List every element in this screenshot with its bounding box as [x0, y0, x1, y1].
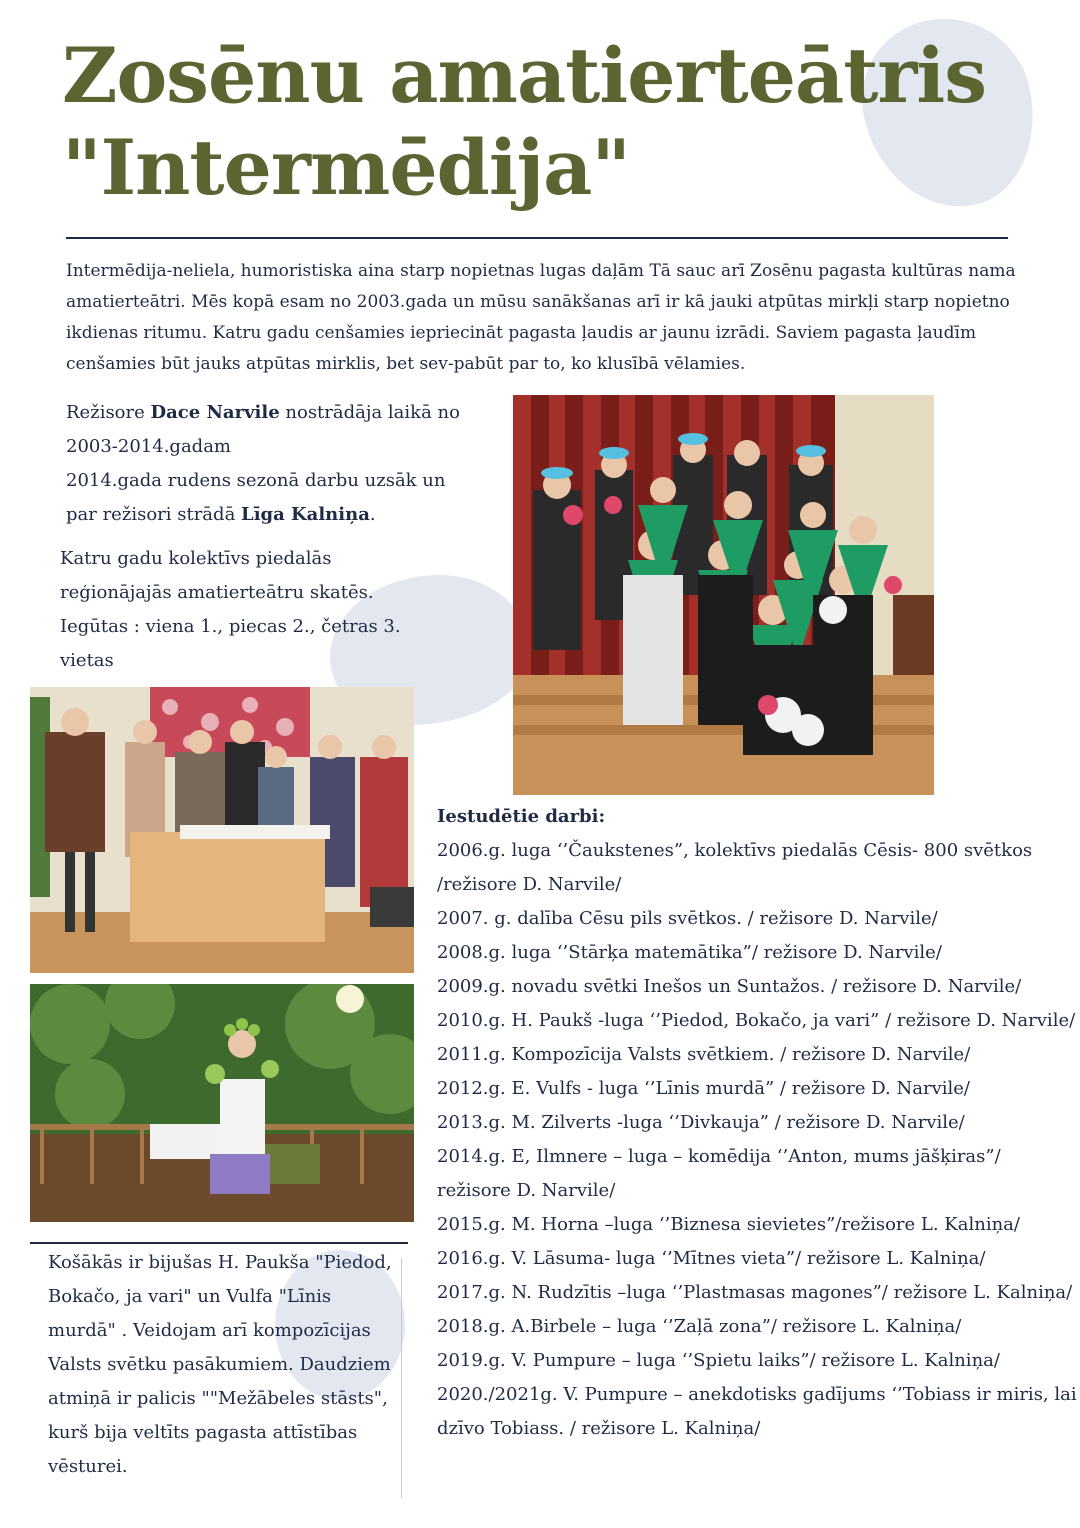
- highlights-paragraph: Košākās ir bijušas H. Paukša "Piedod, Bokačo, ja vari" un Vulfa "Līnis murdā" . Veidojam arī kompozīcijas Valsts svētku pasākumiem. Daudziem atmiņā ir palicis ""Mežābeles stāsts", kurš bija veltīts pagasta attīstības vēsturei.: [48, 1252, 392, 1477]
- page-title: [62, 30, 1022, 214]
- production-item: 2017.g. N. Rudzītis –luga ‘’Plastmasas magones”/ režisore L. Kalniņa/: [437, 1282, 1073, 1303]
- production-item: 2008.g. luga ‘’Stārķa matemātika”/ režisore D. Narvile/: [437, 942, 942, 963]
- production-item: 2014.g. E, Ilmnere – luga – komēdija ‘’Anton, mums jāšķiras”/ režisore D. Narvile/: [437, 1146, 1001, 1201]
- production-item: 2013.g. M. Zilverts -luga ‘’Divkauja” / režisore D. Narvile/: [437, 1112, 965, 1133]
- production-item: 2011.g. Kompozīcija Valsts svētkiem. / režisore D. Narvile/: [437, 1044, 971, 1065]
- bottom-divider: [30, 1242, 408, 1244]
- title-divider: [66, 237, 1008, 239]
- production-item: 2006.g. luga ‘’Čaukstenes”, kolektīvs piedalās Cēsis- 800 svētkos /režisore D. Narvile/: [437, 840, 1033, 895]
- production-item: 2016.g. V. Lāsuma- luga ‘’Mītnes vieta”/ režisore L. Kalniņa/: [437, 1248, 986, 1269]
- production-item: 2018.g. A.Birbele – luga ‘’Zaļā zona”/ režisore L. Kalniņa/: [437, 1316, 962, 1337]
- director-line-2: 2014.gada rudens sezonā darbu uzsāk un par režisori strādā: [66, 470, 446, 525]
- director-name-1: Dace Narvile: [150, 402, 280, 423]
- director-name-2: Līga Kalniņa: [241, 504, 370, 525]
- director-line-1: nostrādāja laikā no 2003-2014.gadam: [66, 402, 460, 457]
- intro-paragraph: Intermēdija-neliela, humoristiska aina starp nopietnas lugas daļām Tā sauc arī Zosēnu pagasta kultūras nama amatierteātri. Mēs kopā esam no 2003.gada un mūsu sanākšanas arī ir kā jauki atpūtas mirkļi starp nopietno ikdienas ritumu. Katru gadu cenšamies iepriecināt pagasta ļaudis ar jaunu izrādi. Saviem pagasta ļaudīm cenšamies būt jauks atpūtas mirklis, bet sev-pabūt par to, ko klusībā vēlamies.: [66, 261, 1016, 374]
- production-item: 2009.g. novadu svētki Inešos un Suntažos. / režisore D. Narvile/: [437, 976, 1022, 997]
- productions-section: [437, 800, 1077, 1446]
- production-item: 2020./2021g. V. Pumpure – anekdotisks gadījums ‘’Tobiass ir miris, lai dzīvo Tobiass. / režisore L. Kalniņa/: [437, 1384, 1077, 1439]
- garden-performance-photo: [30, 984, 414, 1222]
- production-item: 2019.g. V. Pumpure – luga ‘’Spietu laiks”/ režisore L. Kalniņa/: [437, 1350, 1000, 1371]
- director-end: .: [369, 504, 376, 525]
- title-line-2: "Intermēdija": [62, 123, 631, 212]
- production-item: 2012.g. E. Vulfs - luga ‘’Līnis murdā” / režisore D. Narvile/: [437, 1078, 970, 1099]
- festivals-paragraph: Katru gadu kolektīvs piedalās reģionājajās amatierteātru skatēs. Iegūtas : viena 1., piecas 2., četras 3. vietas: [60, 548, 401, 671]
- production-item: 2015.g. M. Horna –luga ‘’Biznesa sievietes”/režisore L. Kalniņa/: [437, 1214, 1020, 1235]
- productions-heading: Iestudētie darbi:: [437, 806, 606, 827]
- bottom-vertical-divider: [401, 1258, 402, 1498]
- stage-group-photo: [513, 395, 934, 795]
- title-line-1: Zosēnu amatierteātris: [62, 31, 987, 120]
- indoor-group-photo: [30, 687, 414, 973]
- production-item: 2007. g. dalība Cēsu pils svētkos. / režisore D. Narvile/: [437, 908, 938, 929]
- production-item: 2010.g. H. Paukš -luga ‘’Piedod, Bokačo, ja vari” / režisore D. Narvile/: [437, 1010, 1076, 1031]
- productions-list: [437, 834, 1077, 1446]
- director-paragraph: [66, 396, 466, 532]
- director-prefix: Režisore: [66, 402, 145, 423]
